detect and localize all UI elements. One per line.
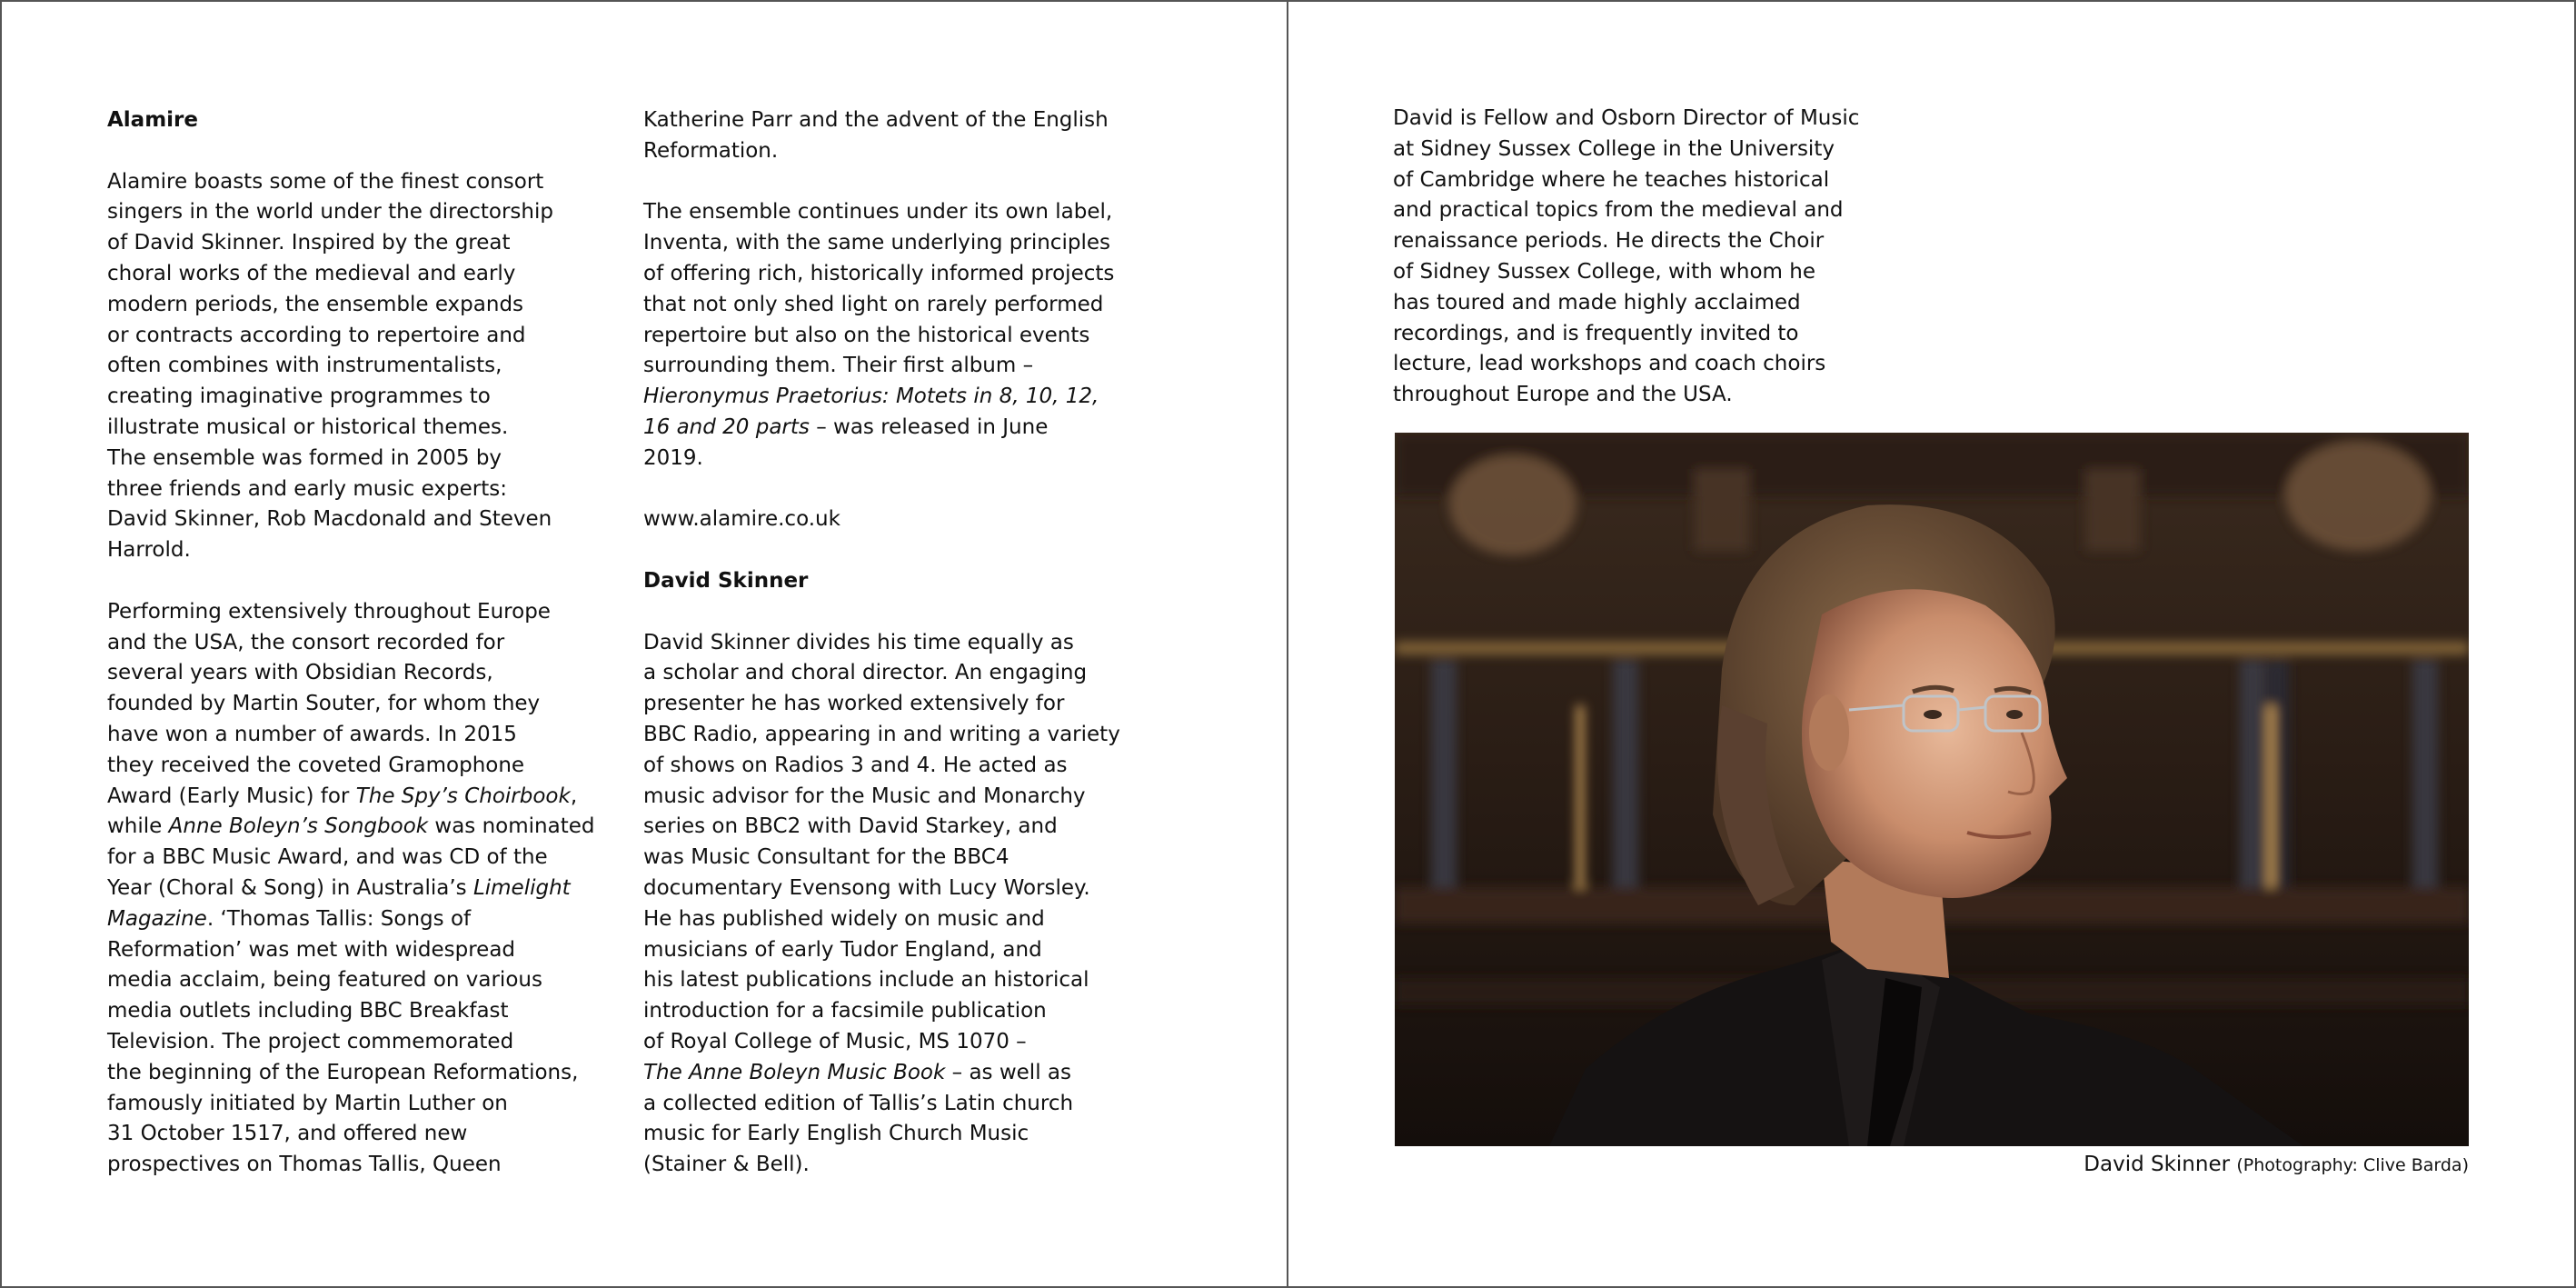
text-fragment: . ‘Thomas Tallis: Songs of (206, 906, 472, 931)
text-line: repertoire but also on the historical events (643, 323, 1090, 347)
text-line: creating imaginative programmes to (107, 384, 491, 409)
portrait-photo (1395, 433, 2469, 1146)
text-line: prospectives on Thomas Tallis, Queen (107, 1153, 502, 1177)
album-title-anne-boleyn-songbook: Anne Boleyn’s Songbook (168, 814, 429, 839)
text-line: music advisor for the Music and Monarchy (643, 784, 1086, 808)
text-line: Katherine Parr and the advent of the English (643, 108, 1109, 132)
text-line: of Sidney Sussex College, with whom he (1393, 259, 1815, 284)
text-line: was Music Consultant for the BBC4 (643, 845, 1010, 870)
text-fragment: – as well as (945, 1060, 1071, 1084)
text-fragment: while (107, 814, 169, 839)
paragraph-alamire-intro (107, 167, 598, 566)
text-line: Harrold. (107, 538, 191, 563)
paragraph-alamire-label (643, 197, 1134, 474)
text-line: illustrate musical or historical themes. (107, 414, 509, 439)
text-line: of offering rich, historically informed projects (643, 261, 1115, 285)
text-line: have won a number of awards. In 2015 (107, 722, 517, 746)
text-line: often combines with instrumentalists, (107, 354, 502, 378)
website-url: www.alamire.co.uk (643, 507, 840, 532)
text-fragment: , (570, 784, 578, 808)
text-line: series on BBC2 with David Starkey, and (643, 814, 1058, 839)
album-title-praetorius: Hieronymus Praetorius: Motets in 8, 10, 12, (643, 384, 1099, 409)
text-line: recordings, and is frequently invited to (1393, 321, 1799, 345)
text-line: media outlets including BBC Breakfast (107, 999, 509, 1023)
album-title-praetorius-cont: 16 and 20 parts (643, 414, 810, 439)
text-line: renaissance periods. He directs the Choir (1393, 229, 1825, 254)
text-line: throughout Europe and the USA. (1393, 383, 1733, 407)
text-line: The ensemble continues under its own label, (643, 200, 1113, 225)
text-line: of Cambridge where he teaches historical (1393, 167, 1830, 192)
text-line: or contracts according to repertoire and (107, 323, 526, 347)
text-line: lecture, lead workshops and coach choirs (1393, 352, 1826, 376)
text-line: Award (Early Music) for (107, 784, 356, 808)
text-line: David is Fellow and Osborn Director of Music (1393, 106, 1860, 130)
text-line: Alamire boasts some of the finest consort (107, 169, 544, 194)
text-line: has toured and made highly acclaimed (1393, 290, 1801, 315)
text-line: Reformation’ was met with widespread (107, 937, 516, 962)
text-line: presenter he has worked extensively for (643, 692, 1065, 716)
text-line: founded by Martin Souter, for whom they (107, 692, 541, 716)
photo-caption (2084, 1150, 2469, 1180)
text-line: 2019. (643, 445, 703, 470)
text-line: He has published widely on music and (643, 906, 1045, 931)
text-line: documentary Evensong with Lucy Worsley. (643, 875, 1090, 900)
text-line: (Stainer & Bell). (643, 1153, 810, 1177)
text-line: three friends and early music experts: (107, 476, 507, 501)
paragraph-alamire-continued (643, 105, 1134, 167)
text-line: introduction for a facsimile publication (643, 999, 1047, 1023)
text-line: David Skinner divides his time equally as (643, 630, 1074, 654)
text-line: for a BBC Music Award, and was CD of the (107, 845, 548, 870)
column-3 (1393, 104, 1884, 411)
text-line: Inventa, with the same underlying principles (643, 231, 1110, 255)
text-line: the beginning of the European Reformations, (107, 1060, 579, 1084)
text-line: at Sidney Sussex College in the University (1393, 136, 1835, 161)
text-line: surrounding them. Their first album – (643, 354, 1034, 378)
text-line: The ensemble was formed in 2005 by (107, 445, 502, 470)
text-line: of shows on Radios 3 and 4. He acted as (643, 753, 1068, 777)
text-line: musicians of early Tudor England, and (643, 937, 1042, 962)
text-line: and practical topics from the medieval and (1393, 198, 1844, 223)
paragraph-skinner-bio-continued (1393, 104, 1884, 411)
text-line: several years with Obsidian Records, (107, 661, 493, 685)
text-line: singers in the world under the directorship (107, 200, 553, 225)
text-line: of David Skinner. Inspired by the great (107, 231, 511, 255)
magazine-title-limelight: Limelight (472, 875, 571, 900)
book-title-anne-boleyn-music-book: The Anne Boleyn Music Book (643, 1060, 946, 1084)
text-fragment: Year (Choral & Song) in Australia’s (107, 875, 473, 900)
paragraph-alamire-performing (107, 597, 598, 1181)
text-line: BBC Radio, appearing in and writing a variety (643, 722, 1120, 746)
text-line: David Skinner, Rob Macdonald and Steven (107, 507, 552, 532)
text-line: famously initiated by Martin Luther on (107, 1091, 508, 1115)
paragraph-skinner-bio (643, 628, 1134, 1181)
text-line: media acclaim, being featured on various (107, 968, 542, 993)
text-line: they received the coveted Gramophone (107, 753, 525, 777)
magazine-title-magazine: Magazine (107, 906, 207, 931)
text-line: Performing extensively throughout Europe (107, 599, 551, 624)
text-line: of Royal College of Music, MS 1070 – (643, 1029, 1027, 1053)
heading-david-skinner: David Skinner (643, 568, 809, 593)
text-line: choral works of the medieval and early (107, 261, 516, 285)
heading-alamire: Alamire (107, 108, 198, 132)
text-line: 31 October 1517, and offered new (107, 1122, 468, 1146)
text-line: that not only shed light on rarely performed (643, 292, 1104, 316)
text-fragment: – was released in June (809, 414, 1049, 439)
text-line: modern periods, the ensemble expands (107, 292, 524, 316)
text-line: and the USA, the consort recorded for (107, 630, 505, 654)
text-fragment: was nominated (428, 814, 595, 839)
text-line: Reformation. (643, 138, 779, 163)
column-1 (107, 105, 598, 1181)
text-line: music for Early English Church Music (643, 1122, 1029, 1146)
text-line: a scholar and choral director. An engaging (643, 661, 1088, 685)
caption-name: David Skinner (2084, 1153, 2231, 1176)
column-2 (643, 105, 1134, 1181)
text-line: Television. The project commemorated (107, 1029, 514, 1053)
album-title-spys-choirbook: The Spy’s Choirbook (355, 784, 571, 808)
text-line: a collected edition of Tallis’s Latin church (643, 1091, 1074, 1115)
text-line: his latest publications include an historical (643, 968, 1089, 993)
caption-credit: (Photography: Clive Barda) (2236, 1155, 2469, 1175)
